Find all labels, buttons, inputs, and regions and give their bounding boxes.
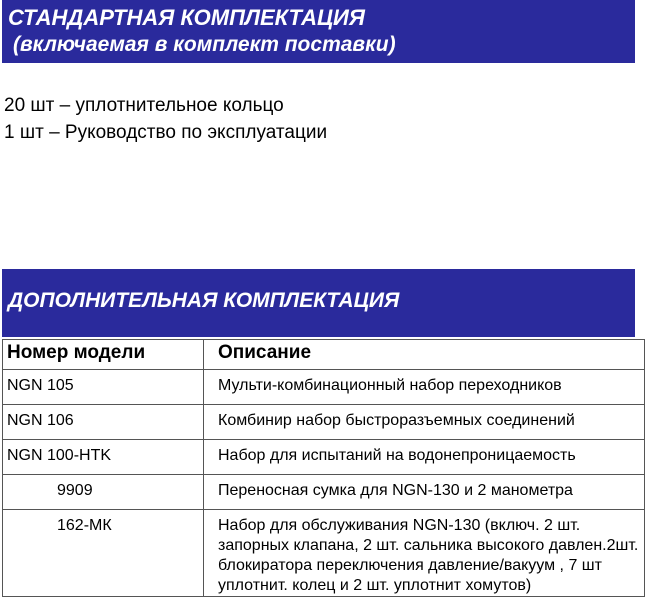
table-header-row — [3, 340, 645, 370]
description-cell: Набор для испытаний на водонепроницаемость — [204, 440, 645, 475]
model-cell: NGN 100-HTK — [3, 440, 204, 475]
description-cell: Переносная сумка для NGN-130 и 2 манометра — [204, 475, 645, 510]
header-model-number: Номер модели — [3, 340, 204, 370]
additional-kit-banner — [2, 269, 635, 337]
standard-kit-banner — [2, 0, 635, 63]
standard-kit-title: СТАНДАРТНАЯ КОМПЛЕКТАЦИЯ — [8, 5, 365, 30]
table-row — [3, 405, 645, 440]
table-row — [3, 370, 645, 405]
table-row — [3, 440, 645, 475]
standard-kit-item: 20 шт – уплотнительное кольцо — [4, 95, 284, 116]
table-row — [3, 510, 645, 597]
standard-kit-subtitle: (включаемая в комплект поставки) — [13, 33, 396, 56]
description-cell: Мульти-комбинационный набор переходников — [204, 370, 645, 405]
model-cell: 162-МК — [3, 510, 204, 597]
description-cell: Набор для обслуживания NGN-130 (включ. 2 шт. запорных клапана, 2 шт. сальника высокого давлен.2шт. блокиратора переключения давление/вакуум , 7 шт уплотнит. колец и 2 шт. уплотнит хомутов) — [204, 510, 645, 597]
description-cell: Комбинир набор быстроразъемных соединений — [204, 405, 645, 440]
model-cell: 9909 — [3, 475, 204, 510]
model-cell: NGN 106 — [3, 405, 204, 440]
standard-kit-list — [4, 92, 327, 146]
model-cell: NGN 105 — [3, 370, 204, 405]
accessories-table — [2, 339, 645, 597]
additional-kit-title: ДОПОЛНИТЕЛЬНАЯ КОМПЛЕКТАЦИЯ — [8, 289, 400, 312]
table-row — [3, 475, 645, 510]
standard-kit-item: 1 шт – Руководство по эксплуатации — [4, 122, 328, 143]
header-description: Описание — [204, 340, 645, 370]
